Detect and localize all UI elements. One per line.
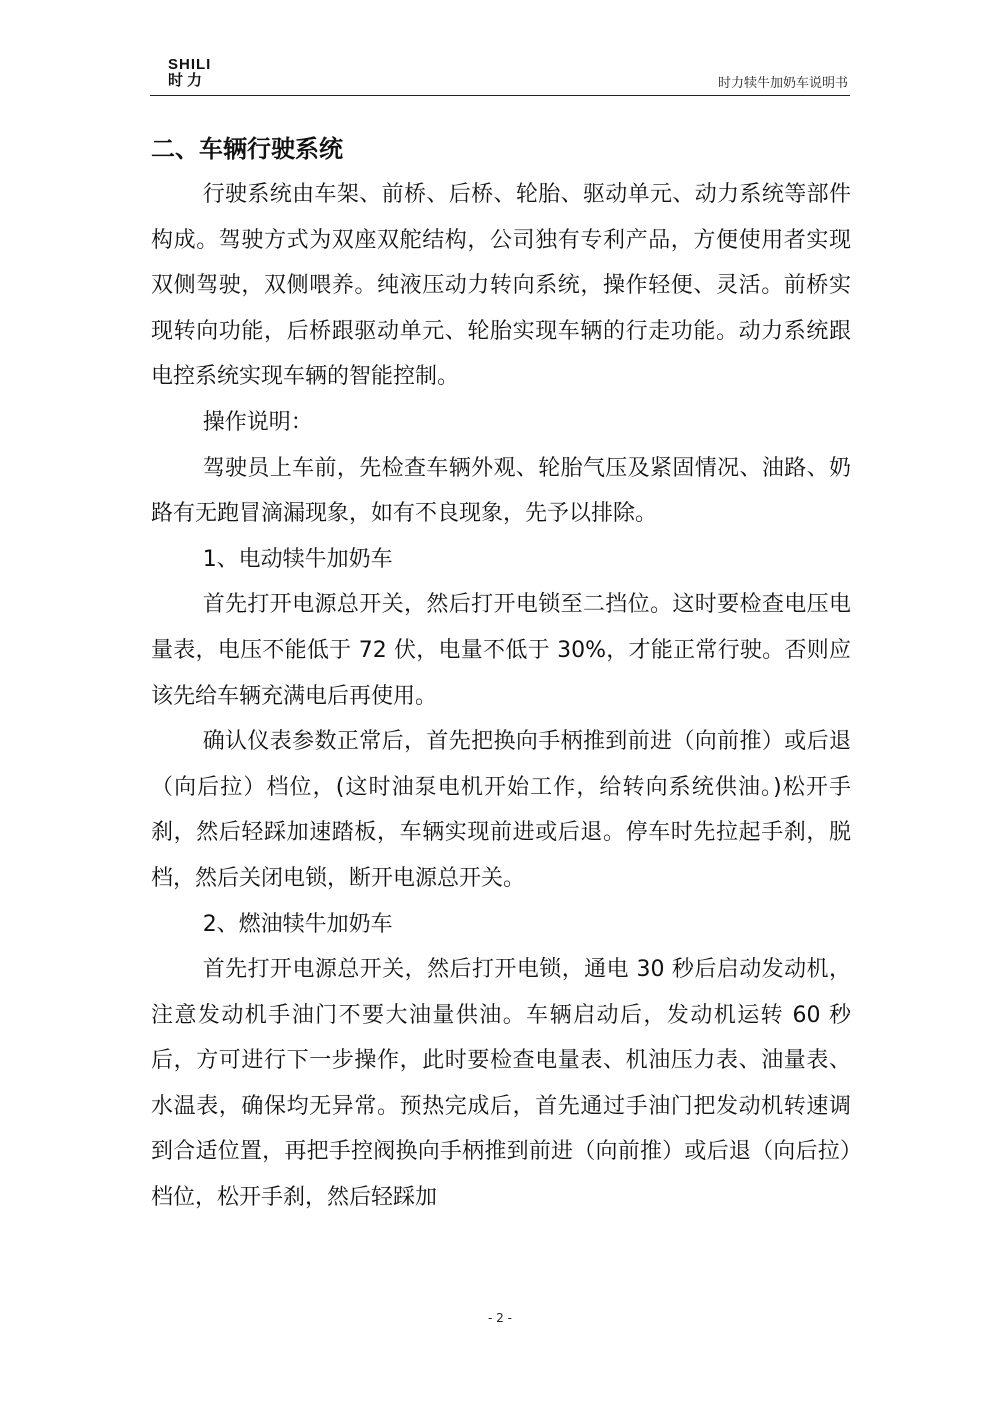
- header-document-title: 时力犊牛加奶车说明书: [717, 76, 848, 91]
- company-logo: [168, 57, 238, 89]
- paragraph-electric-driving: 确认仪表参数正常后，首先把换向手柄推到前进（向前推）或后退（向后拉）档位，(这时油泵电机开始工作，给转向系统供油。)松开手刹，然后轻踩加速踏板，车辆实现前进或后退。停车时先拉起手刹，脱档，然后关闭电锁，断开电源总开关。: [151, 729, 851, 891]
- paragraph-system-overview: 行驶系统由车架、前桥、后桥、轮胎、驱动单元、动力系统等部件构成。驾驶方式为双座双舵结构，公司独有专利产品，方便使用者实现双侧驾驶，双侧喂养。纯液压动力转向系统，操作轻便、灵活。前桥实现转向功能，后桥跟驱动单元、轮胎实现车辆的行走功能。动力系统跟电控系统实现车辆的智能控制。: [151, 182, 851, 390]
- paragraph-operation-heading: 操作说明：: [202, 409, 313, 435]
- paragraph-fuel-operation: 首先打开电源总开关，然后打开电锁，通电 30 秒后启动发动机，注意发动机手油门不要大油量供油。车辆启动后，发动机运转 60 秒后，方可进行下一步操作，此时要检查电量表、机油压力表、油量表、水温表，确保均无异常。预热完成后，首先通过手油门把发动机转速调到合适位置，再把手控阀换向手柄推到前进（向前推）或后退（向后拉）档位，松开手刹，然后轻踩加: [151, 957, 851, 1211]
- paragraph-pre-drive-check: 驾驶员上车前，先检查车辆外观、轮胎气压及紧固情况、油路、奶路有无跑冒滴漏现象，如有不良现象，先予以排除。: [151, 455, 851, 527]
- section-heading: 二、车辆行驶系统: [151, 135, 343, 163]
- page-content: [151, 126, 851, 1221]
- logo-latin-text: SHILI: [168, 56, 212, 73]
- paragraph-electric-power-on: 首先打开电源总开关，然后打开电锁至二挡位。这时要检查电压电量表，电压不能低于 72 伏，电量不低于 30%，才能正常行驶。否则应该先给车辆充满电后再使用。: [151, 592, 851, 709]
- header-divider: [150, 95, 850, 96]
- logo-chinese-text: 时力: [168, 71, 207, 89]
- page-number: - 2 -: [488, 1311, 512, 1325]
- paragraph-fuel-model-heading: 2、燃油犊牛加奶车: [202, 911, 393, 937]
- paragraph-electric-model-heading: 1、电动犊牛加奶车: [202, 546, 393, 572]
